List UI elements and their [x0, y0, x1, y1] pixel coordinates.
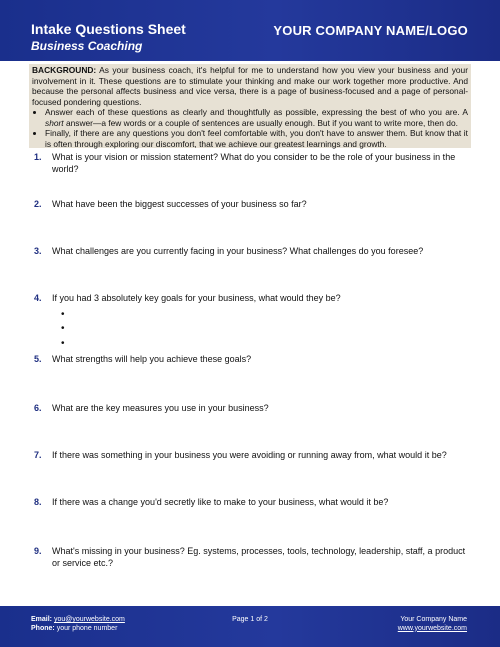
background-bullet-2: • Finally, if there are any questions you don't feel comfortable with, you don't have to answer them. But know that it is often through exploring our discomfort, that we achieve our greatest learnings and growth. — [45, 128, 468, 149]
question-number: 9. — [34, 546, 42, 556]
background-bullet-1 — [45, 107, 468, 128]
phone-value: your phone number — [56, 624, 118, 632]
goal-bullet-2: • — [61, 323, 65, 334]
question-text: What's missing in your business? Eg. systems, processes, tools, technology, leadership, staff, a product or service etc.? — [52, 546, 466, 568]
bullet1-text-a: Answer each of these questions as clearly and thoughtfully as possible, expressing the best of who you are. A — [45, 107, 468, 117]
background-label: BACKGROUND: — [32, 65, 97, 75]
question-number: 5. — [34, 354, 42, 364]
goal-bullet-3: • — [61, 338, 65, 349]
page-title: Intake Questions Sheet — [31, 21, 186, 37]
email-link[interactable]: you@yourwebsite.com — [53, 616, 125, 623]
question-text: If there was a change you'd secretly like to make to your business, what would it be? — [52, 497, 389, 507]
question-text: What have been the biggest successes of your business so far? — [52, 199, 307, 209]
page-number: Page 1 of 2 — [232, 616, 268, 623]
background-box — [29, 64, 471, 148]
header-bar — [0, 0, 500, 61]
question-number: 8. — [34, 497, 42, 507]
question-text: What challenges are you currently facing in your business? What challenges do you foresee? — [52, 246, 424, 256]
bullet1-emphasis: short — [45, 117, 64, 128]
question-text: If you had 3 absolutely key goals for your business, what would they be? — [52, 293, 341, 303]
question-number: 3. — [34, 246, 42, 256]
question-number: 2. — [34, 199, 42, 209]
footer-bar — [0, 606, 500, 647]
question-number: 6. — [34, 403, 42, 413]
question-text: If there was something in your business you were avoiding or running away from, what would it be? — [52, 450, 447, 460]
background-intro — [32, 65, 468, 107]
page-subtitle: Business Coaching — [31, 39, 143, 53]
background-intro-text: As your business coach, it's helpful for me to understand how you view your business and your involvement in it. These questions are to stimulate your thinking and make our work together more productive. And because the personal affects business and vice versa, there is a page of business-focused and a page of personal-focused pondering questions. — [32, 65, 468, 107]
company-logo-text: YOUR COMPANY NAME/LOGO — [273, 23, 468, 38]
website-link[interactable]: www.yourwebsite.com — [397, 624, 467, 632]
question-text: What strengths will help you achieve these goals? — [52, 354, 252, 364]
email-label: Email: — [31, 616, 53, 623]
question-number: 1. — [34, 152, 42, 162]
phone-label: Phone: — [31, 624, 55, 632]
question-text: What are the key measures you use in your business? — [52, 403, 269, 413]
question-text: What is your vision or mission statement? What do you consider to be the role of your business in the world? — [52, 152, 456, 174]
footer-company — [398, 616, 467, 633]
footer-company-name: Your Company Name — [400, 616, 467, 623]
question-number: 7. — [34, 450, 42, 460]
bullet1-text-b: answer—a few words or a couple of sentences are usually enough. But if you want to write more, then do. — [63, 117, 458, 128]
question-number: 4. — [34, 293, 42, 303]
goal-bullet-1: • — [61, 309, 65, 320]
background-list — [32, 107, 468, 149]
